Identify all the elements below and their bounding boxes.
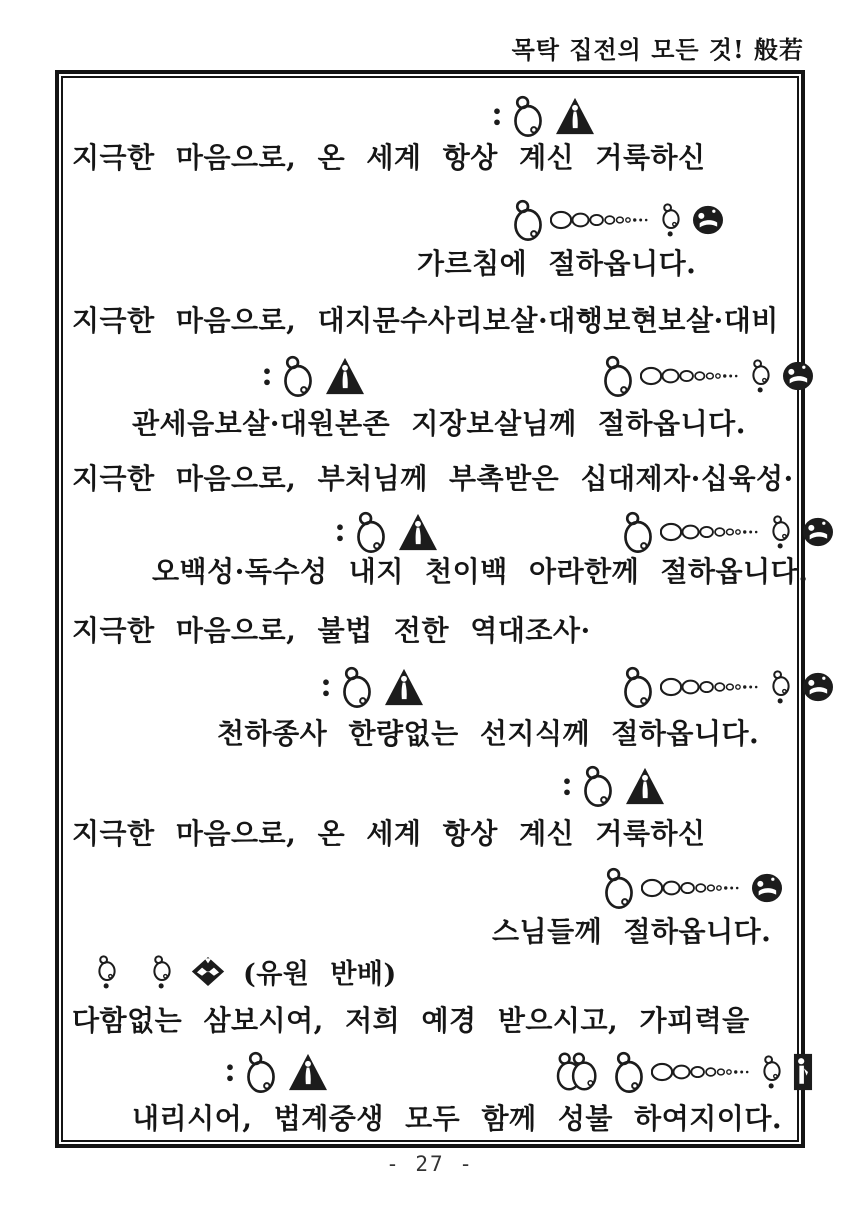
verse-line: 지극한 마음으로, 부처님께 부촉받은 십대제자·십육성· [72,462,794,495]
triangle-bow-icon [555,97,595,135]
moktak-icon [621,665,655,708]
verse-line: 관세음보살·대원본존 지장보살님께 절하옵니다. [132,407,746,440]
moktak-icon [511,94,545,137]
notation-row [554,1050,813,1093]
notation-row [336,510,438,553]
moktak-icon [621,510,655,553]
standing-bow-icon [793,1053,813,1091]
triangle-bow-icon [288,1053,328,1091]
verse-line: 다함없는 삼보시여, 저희 예경 받으시고, 가피력을 [72,1004,750,1037]
moktak-roll-icon [660,520,760,544]
verse-line: 지극한 마음으로, 온 세계 항상 계신 거룩하신 [72,141,706,174]
prostration-icon [802,672,834,702]
colon-beats-icon [322,672,330,702]
colon-beats-icon [263,361,271,391]
moktak-roll-icon [641,876,741,900]
notation-row [601,354,814,397]
triangle-bow-icon [398,513,438,551]
moktak-icon [511,198,545,241]
moktak-icon [601,354,635,397]
verse-line: 오백성·독수성 내지 천이백 아라한께 절하옵니다. [152,555,809,588]
verse-line: 가르침에 절하옵니다. [417,247,697,280]
colon-beats-icon [563,771,571,801]
moktak-roll-icon [660,675,760,699]
small-moktak-beat-icon [96,955,118,989]
triangle-bow-icon [625,767,665,805]
notation-row [511,198,724,241]
colon-beats-icon [226,1057,234,1087]
notation-row [621,510,834,553]
triangle-bow-icon [325,357,365,395]
prostration-icon [782,361,814,391]
small-moktak-beat-icon [660,203,682,237]
moktak-icon [340,665,374,708]
small-moktak-beat-icon [151,955,173,989]
notation-row [563,764,665,807]
notation-row [226,1050,328,1093]
page-header-title: 목탁 집전의 모든 것! 般若 [511,35,804,64]
page-number: - 27 - [386,1152,474,1176]
prostration-icon [692,205,724,235]
notation-caption: (유원 반배) [243,959,397,990]
verse-line: 지극한 마음으로, 온 세계 항상 계신 거룩하신 [72,817,706,850]
moktak-icon [354,510,388,553]
moktak-icon [581,764,615,807]
moktak-roll-icon [651,1060,751,1084]
small-moktak-beat-icon [770,670,792,704]
moktak-icon [281,354,315,397]
notation-row [493,94,595,137]
small-moktak-beat-icon [750,359,772,393]
moktak-icon [612,1050,646,1093]
double-moktak-icon [554,1051,602,1092]
moktak-icon [602,866,636,909]
prostration-icon [751,873,783,903]
verse-line: 지극한 마음으로, 불법 전한 역대조사· [72,614,591,647]
triangle-bow-icon [384,668,424,706]
page-frame [55,70,809,1148]
small-moktak-beat-icon [761,1055,783,1089]
notation-row [263,354,365,397]
small-moktak-beat-icon [770,515,792,549]
moktak-icon [244,1050,278,1093]
half-bow-icon [191,956,225,987]
notation-row [96,952,397,991]
prostration-icon [802,517,834,547]
colon-beats-icon [336,517,344,547]
page-frame-inner-rule [61,76,809,1142]
notation-row [322,665,424,708]
notation-row [602,866,783,909]
verse-line: 천하종사 한량없는 선지식께 절하옵니다. [217,717,760,750]
moktak-roll-icon [640,364,740,388]
page-content [63,78,809,1140]
verse-line: 지극한 마음으로, 대지문수사리보살·대행보현보살·대비 [72,304,779,337]
colon-beats-icon [493,101,501,131]
notation-row [621,665,834,708]
moktak-roll-icon [550,208,650,232]
verse-line: 스님들께 절하옵니다. [492,915,772,948]
verse-line: 내리시어, 법계중생 모두 함께 성불 하여지이다. [132,1102,783,1135]
